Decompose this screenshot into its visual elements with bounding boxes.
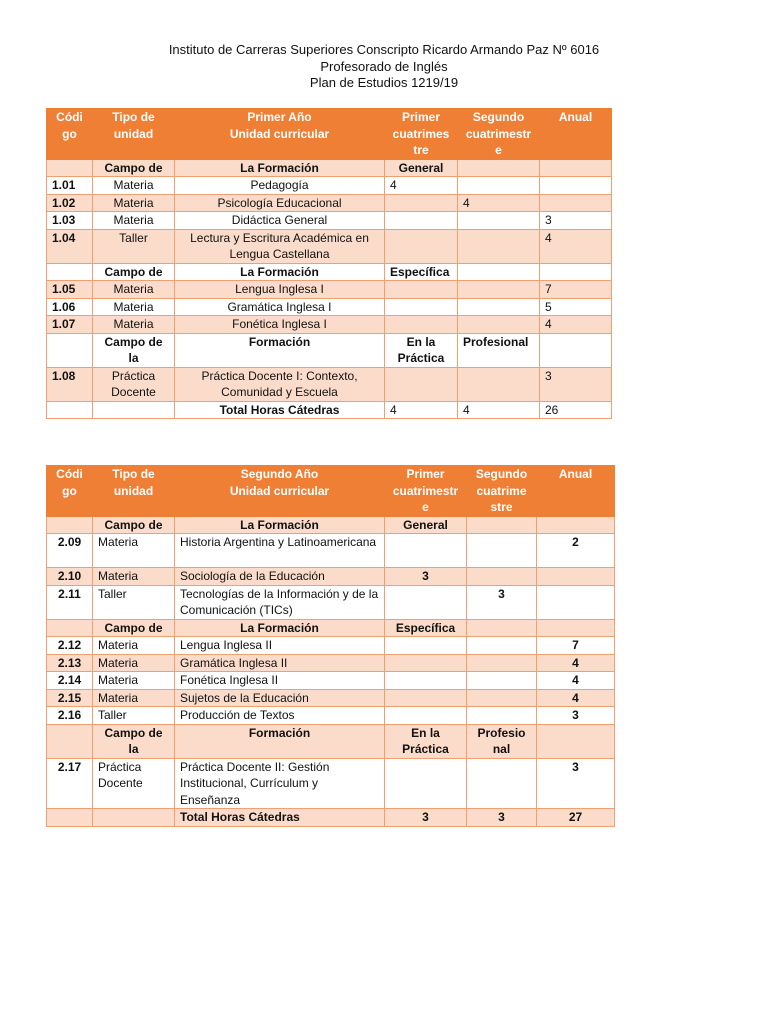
document-heading [0,42,768,92]
cell-annual [540,177,612,195]
cell-annual [540,159,612,177]
cell-code: 2.11 [47,585,93,619]
cell-second [458,229,540,263]
plan-name: Plan de Estudios 1219/19 [309,75,459,90]
table-row [47,298,612,316]
table-row [47,177,612,195]
cell-annual: 4 [537,672,615,690]
cell-type: Materia [93,298,175,316]
institute-name: Instituto de Carreras Superiores Conscripto Ricardo Armando Paz Nº 6016 [168,42,600,57]
cell-unit: Gramática Inglesa II [175,654,385,672]
cell-second [467,689,537,707]
cell-unit: Lengua Inglesa I [175,281,385,299]
table-row [47,724,615,758]
table-row [47,758,615,809]
cell-code: 2.12 [47,637,93,655]
cell-second: 3 [467,585,537,619]
cell-first [385,367,458,401]
cell-first [385,637,467,655]
cell-type: Materia [93,689,175,707]
cell-type: Materia [93,568,175,586]
table-row [47,654,615,672]
cell-code: 1.04 [47,229,93,263]
cell-type [93,401,175,419]
table-row [47,401,612,419]
cell-annual: 27 [537,809,615,827]
col-header-code: Códi go [47,466,93,517]
cell-second [458,367,540,401]
cell-code: 2.17 [47,758,93,809]
cell-second [458,298,540,316]
cell-annual [537,619,615,637]
cell-first: Específica [385,263,458,281]
cell-first [385,758,467,809]
col-header-annual: Anual [540,109,612,160]
cell-annual: 5 [540,298,612,316]
cell-annual [540,194,612,212]
cell-second [467,637,537,655]
cell-code [47,333,93,367]
col-header-code: Códi go [47,109,93,160]
cell-type: Taller [93,707,175,725]
cell-type: Materia [93,534,175,568]
table-row [47,281,612,299]
cell-type: Campo de la [93,333,175,367]
cell-unit: Sociología de la Educación [175,568,385,586]
cell-second [458,177,540,195]
cell-unit: La Formación [175,619,385,637]
cell-first: Específica [385,619,467,637]
cell-type [93,809,175,827]
cell-unit: Fonética Inglesa II [175,672,385,690]
table-row [47,194,612,212]
cell-first [385,229,458,263]
cell-unit: Formación [175,724,385,758]
cell-type: Materia [93,177,175,195]
cell-code [47,619,93,637]
cell-second: Profesio nal [467,724,537,758]
table-row [47,333,612,367]
col-header-type: Tipo de unidad [93,109,175,160]
second-year-table [46,465,615,827]
cell-annual [537,568,615,586]
cell-first [385,689,467,707]
cell-first: 3 [385,568,467,586]
cell-code [47,263,93,281]
cell-code: 2.16 [47,707,93,725]
table-header-row [47,109,612,160]
cell-annual [540,333,612,367]
cell-annual: 7 [537,637,615,655]
first-year-table [46,108,612,419]
cell-code: 1.06 [47,298,93,316]
table-row [47,672,615,690]
cell-type: Campo de la [93,724,175,758]
table-row [47,568,615,586]
cell-code: 1.07 [47,316,93,334]
cell-annual: 7 [540,281,612,299]
table-row [47,637,615,655]
cell-annual: 2 [537,534,615,568]
cell-second [467,619,537,637]
cell-code [47,516,93,534]
cell-unit: La Formación [175,516,385,534]
cell-annual [537,516,615,534]
cell-second [458,212,540,230]
year-label: Primer Año [247,110,312,124]
cell-unit: Total Horas Cátedras [175,809,385,827]
program-name: Profesorado de Inglés [320,58,448,74]
cell-first [385,281,458,299]
col-header-second-term: Segundo cuatrime stre [467,466,537,517]
cell-type: Campo de [93,516,175,534]
cell-unit: Pedagogía [175,177,385,195]
cell-first [385,672,467,690]
cell-type: Práctica Docente [93,367,175,401]
cell-second [458,263,540,281]
cell-type: Materia [93,637,175,655]
cell-code [47,809,93,827]
cell-first [385,298,458,316]
cell-code: 2.15 [47,689,93,707]
col-header-unit [175,109,385,160]
cell-first: En la Práctica [385,333,458,367]
cell-first: General [385,159,458,177]
cell-unit: La Formación [175,263,385,281]
cell-second [467,672,537,690]
cell-second [458,281,540,299]
table-row [47,229,612,263]
cell-type: Práctica Docente [93,758,175,809]
table-row [47,689,615,707]
cell-first: En la Práctica [385,724,467,758]
table-row [47,212,612,230]
cell-type: Campo de [93,619,175,637]
cell-annual: 4 [537,689,615,707]
cell-annual: 4 [540,316,612,334]
table-row [47,809,615,827]
cell-code: 2.10 [47,568,93,586]
unit-label: Unidad curricular [229,126,330,141]
cell-second [458,159,540,177]
cell-annual: 4 [540,229,612,263]
cell-type: Materia [93,672,175,690]
cell-unit: Práctica Docente I: Contexto, Comunidad y Escuela [175,367,385,401]
cell-first: 3 [385,809,467,827]
cell-code: 1.01 [47,177,93,195]
cell-unit: Sujetos de la Educación [175,689,385,707]
col-header-first-term: Primer cuatrimes tre [385,109,458,160]
unit-label: Unidad curricular [229,483,330,498]
cell-second: 4 [458,194,540,212]
cell-annual: 4 [537,654,615,672]
cell-second [467,707,537,725]
table-row [47,534,615,568]
cell-annual: 3 [537,758,615,809]
cell-annual: 26 [540,401,612,419]
table-row [47,585,615,619]
table-row [47,516,615,534]
cell-first [385,585,467,619]
cell-annual [540,263,612,281]
cell-type: Campo de [93,263,175,281]
cell-annual [537,724,615,758]
col-header-first-term: Primer cuatrimestr e [385,466,467,517]
cell-type: Campo de [93,159,175,177]
cell-second [467,516,537,534]
cell-second [467,534,537,568]
table-row [47,263,612,281]
cell-type: Materia [93,316,175,334]
cell-second [467,568,537,586]
cell-type: Materia [93,654,175,672]
col-header-second-term: Segundo cuatrimestr e [458,109,540,160]
cell-second [467,758,537,809]
cell-code [47,401,93,419]
cell-unit: Práctica Docente II: Gestión Institucional, Currículum y Enseñanza [175,758,385,809]
cell-code: 1.05 [47,281,93,299]
cell-unit: Lengua Inglesa II [175,637,385,655]
cell-first [385,654,467,672]
cell-type: Taller [93,229,175,263]
table-row [47,367,612,401]
cell-first: General [385,516,467,534]
table-row [47,619,615,637]
cell-annual: 3 [540,367,612,401]
cell-unit: Lectura y Escritura Académica en Lengua Castellana [175,229,385,263]
col-header-unit [175,466,385,517]
cell-unit: Gramática Inglesa I [175,298,385,316]
cell-first [385,534,467,568]
cell-annual: 3 [537,707,615,725]
cell-type: Materia [93,281,175,299]
cell-unit: Formación [175,333,385,367]
cell-second [458,316,540,334]
cell-first: 4 [385,177,458,195]
cell-second: Profesional [458,333,540,367]
cell-second: 3 [467,809,537,827]
cell-type: Materia [93,212,175,230]
cell-first [385,212,458,230]
cell-annual: 3 [540,212,612,230]
cell-type: Materia [93,194,175,212]
cell-unit: Tecnologías de la Información y de la Comunicación (TICs) [175,585,385,619]
cell-code: 1.08 [47,367,93,401]
cell-code: 2.13 [47,654,93,672]
table-row [47,316,612,334]
cell-unit: Didáctica General [175,212,385,230]
cell-code [47,159,93,177]
cell-second [467,654,537,672]
cell-first: 4 [385,401,458,419]
cell-second: 4 [458,401,540,419]
cell-unit: Total Horas Cátedras [175,401,385,419]
cell-first [385,316,458,334]
table-header-row [47,466,615,517]
cell-unit: Producción de Textos [175,707,385,725]
year-label: Segundo Año [240,467,319,481]
cell-code [47,724,93,758]
cell-annual [537,585,615,619]
cell-code: 1.03 [47,212,93,230]
cell-unit: La Formación [175,159,385,177]
cell-first [385,707,467,725]
table-row [47,707,615,725]
cell-unit: Historia Argentina y Latinoamericana [175,534,385,568]
cell-unit: Fonética Inglesa I [175,316,385,334]
cell-code: 1.02 [47,194,93,212]
table-row [47,159,612,177]
cell-unit: Psicología Educacional [175,194,385,212]
col-header-annual: Anual [537,466,615,517]
cell-code: 2.09 [47,534,93,568]
cell-first [385,194,458,212]
cell-type: Taller [93,585,175,619]
cell-code: 2.14 [47,672,93,690]
col-header-type: Tipo de unidad [93,466,175,517]
